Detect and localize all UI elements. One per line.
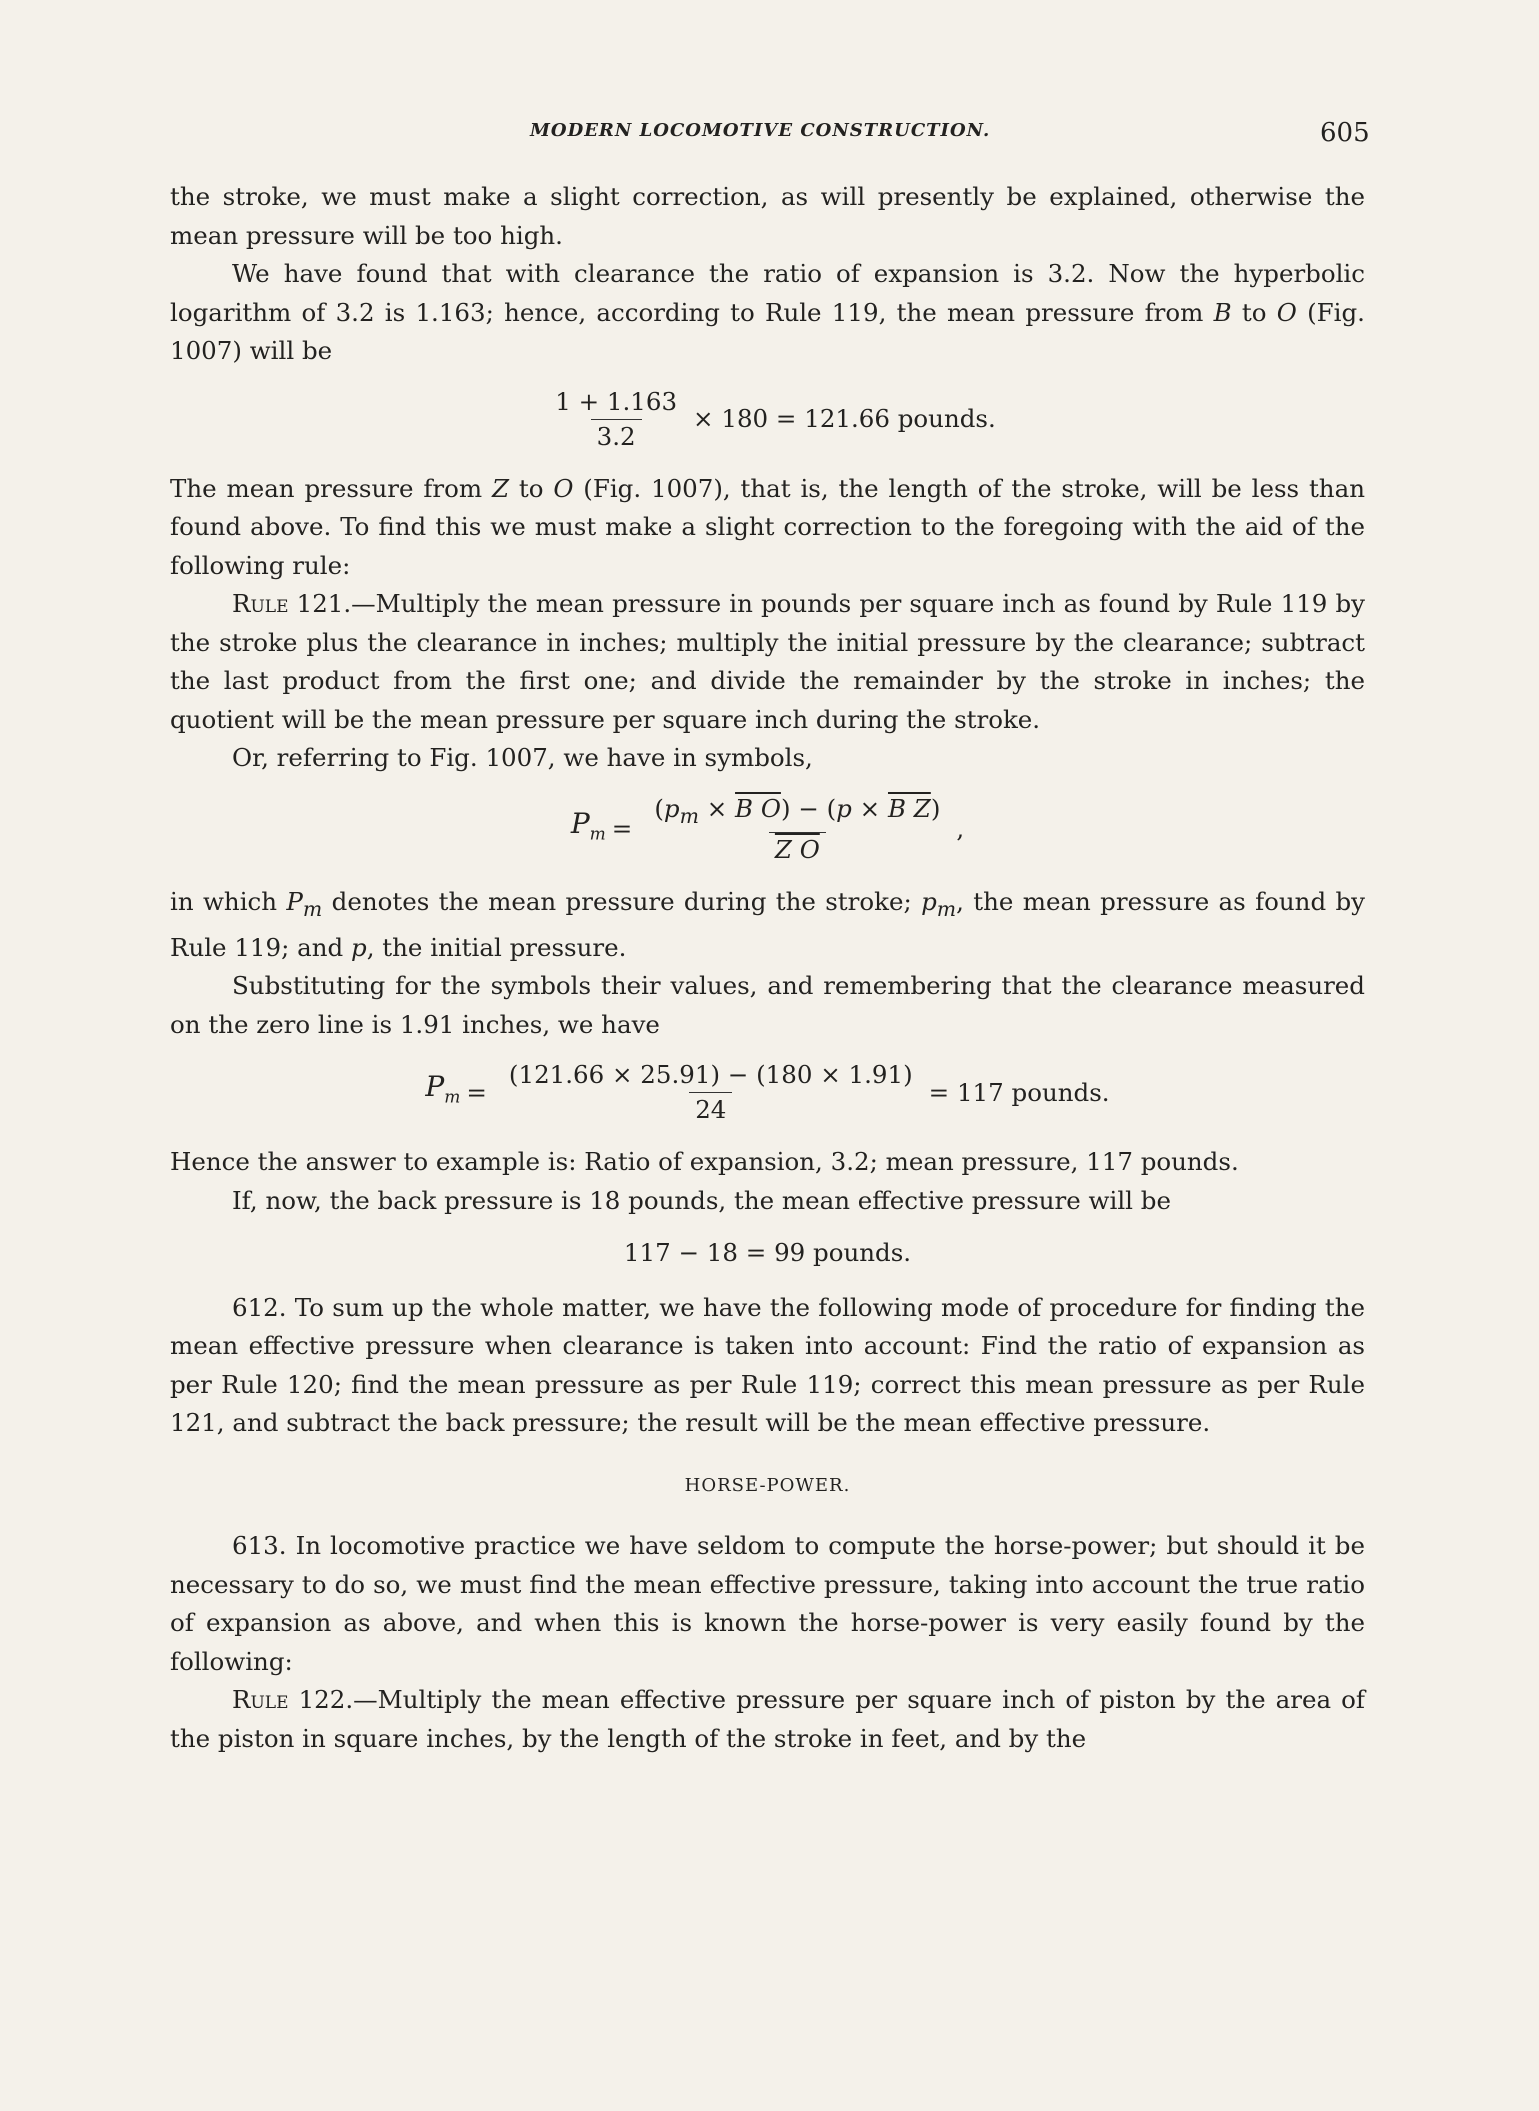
rule-122: [170, 1681, 1365, 1758]
rule-text: —Multiply the mean effective pressure per square inch of piston by the area of the piston in square inches, by the length of the stroke in feet, and by the: [170, 1685, 1365, 1753]
page-number: 605: [1320, 118, 1370, 148]
equation-symbolic: [170, 792, 1365, 868]
equation-result: × 180 = 121.66 pounds.: [693, 403, 996, 433]
equation-mean-pressure: [170, 385, 1365, 454]
paragraph-ratio-of-expansion: We have found that with clearance the ratio of expansion is 3.2. Now the hyperbolic logarithm of 3.2 is 1.163; hence, according to Rule 119, the mean pressure from B to O (Fig. 1007) will be: [170, 259, 1365, 365]
equation-result: = 117 pounds.: [928, 1077, 1110, 1107]
paragraph-613: 613. In locomotive practice we have seldom to compute the horse-power; but should it be necessary to do so, we must find the mean effective pressure, taking into account the true ratio of expansion as above, and when this is known the horse-power is very easily found by the following:: [170, 1531, 1365, 1676]
rule-121: [170, 585, 1365, 739]
equals-sign: =: [466, 1077, 487, 1107]
paragraph-symbols-intro: Or, referring to Fig. 1007, we have in symbols,: [232, 743, 813, 772]
equation-numeric: [170, 1058, 1365, 1127]
paragraph-back-pressure: If, now, the back pressure is 18 pounds, the mean effective pressure will be: [232, 1185, 1171, 1215]
equals-sign: =: [611, 814, 633, 844]
lhs-symbol: $P_m$: [570, 806, 606, 845]
fraction: [503, 1058, 919, 1127]
equation-mep: 117 − 18 = 99 pounds.: [623, 1238, 912, 1268]
paragraph-continuation: the stroke, we must make a slight correction, as will presently be explained, otherwise the mean pressure will be too high.: [170, 182, 1365, 250]
paragraph-answer: Hence the answer to example is: Ratio of expansion, 3.2; mean pressure, 117 pounds.: [170, 1147, 1239, 1177]
fraction-denominator: 3.2: [591, 419, 642, 454]
rule-label: Rule 122.: [232, 1685, 354, 1715]
paragraph-symbol-definitions: in which $P_m$ denotes the mean pressure during the stroke; $p_m$, the mean pressure as found by Rule 119; and p, the initial pressure.: [170, 887, 1366, 962]
section-heading: HORSE-POWER.: [684, 1474, 851, 1496]
lhs-symbol: $P_m$: [425, 1070, 461, 1108]
paragraph-612: 612. To sum up the whole matter, we have the following mode of procedure for finding the mean effective pressure when clearance is taken into account: Find the ratio of expansion as per Rule 120; find the mean pressure as per Rule 119; correct this mean pressure as per Rule 121, and subtract the back pressure; the result will be the mean effective pressure.: [170, 1292, 1365, 1438]
paragraph-substituting: Substituting for the symbols their values, and remembering that the clearance measured on the zero line is 1.91 inches, we have: [170, 971, 1365, 1039]
trailing-comma: ,: [956, 814, 965, 844]
fraction-denominator: 24: [689, 1092, 732, 1127]
rule-label: Rule 121.: [232, 589, 352, 618]
fraction-numerator: (121.66 × 25.91) − (180 × 1.91): [508, 1060, 913, 1090]
fraction-numerator: ($p_m \times B$ O) − (p × B Z): [654, 793, 941, 828]
rule-text: —Multiply the mean pressure in pounds per square inch as found by Rule 119 by the stroke plus the clearance in inches; multiply the initial pressure by the clearance; subtract the last product from the first one; and divide the remainder by the stroke in inches; the quotient will be the mean pressure per square inch during the stroke.: [170, 589, 1365, 734]
fraction-numerator: 1 + 1.163: [555, 386, 678, 416]
fraction: [549, 385, 683, 454]
running-title: MODERN LOCOMOTIVE CONSTRUCTION.: [530, 120, 991, 141]
page-header: [0, 120, 1539, 150]
paragraph-correction: The mean pressure from Z to O (Fig. 1007), that is, the length of the stroke, will be less than found above. To find this we must make a slight correction to the foregoing with the aid of the following rule:: [170, 473, 1365, 580]
body-text: [170, 178, 1365, 1758]
fraction-denominator: Z O: [769, 832, 826, 867]
fraction: [648, 792, 946, 868]
